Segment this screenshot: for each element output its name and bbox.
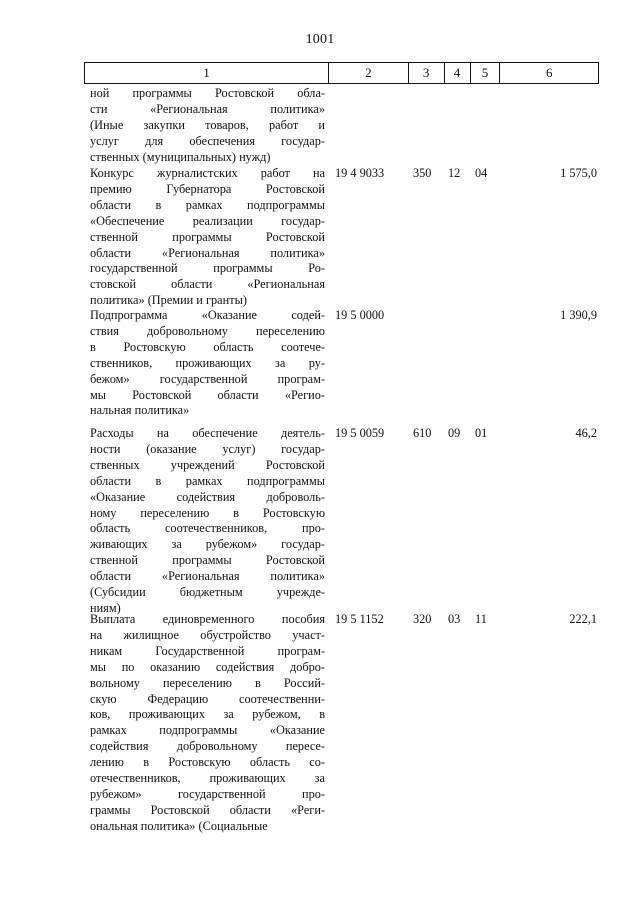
table-row xyxy=(84,426,599,615)
description-line: бежом» государственной програм- xyxy=(90,371,325,386)
row-expense-type: 350 xyxy=(413,166,432,180)
row-expense-type: 320 xyxy=(413,612,432,626)
description-line: области «Региональная политика» xyxy=(90,245,325,260)
description-line: «Оказание содействия доброволь- xyxy=(90,489,325,504)
description-line: рамках подпрограммы «Оказание xyxy=(90,723,325,738)
description-line: рубежом» государственной про- xyxy=(90,786,325,801)
description-line: в Ростовскую область соотече- xyxy=(90,339,325,354)
description-line: (Иные закупки товаров, работ и xyxy=(90,117,325,132)
row-section: 03 xyxy=(448,612,461,626)
description-line: ственных (муниципальных) нужд) xyxy=(90,149,271,164)
row-expense-type: 610 xyxy=(413,426,432,440)
description-line: живающих за рубежом» государ- xyxy=(90,537,325,552)
table-row xyxy=(84,308,599,416)
description-line: содействия добровольному пересе- xyxy=(90,739,325,754)
description-line: ному переселению в Ростовскую xyxy=(90,505,325,520)
description-line: государственной программы Ро- xyxy=(90,261,325,276)
row-amount: 1 575,0 xyxy=(560,166,597,180)
table-row xyxy=(84,166,599,308)
row-description xyxy=(84,612,329,835)
table-row xyxy=(84,86,599,162)
description-line: (Субсидии бюджетным учрежде- xyxy=(90,585,325,600)
description-line: ственной программы Ростовской xyxy=(90,229,325,244)
header-col-4: 4 xyxy=(445,63,471,83)
description-line: Конкурс журналистских работ на xyxy=(90,166,325,180)
row-amount: 46,2 xyxy=(575,426,597,440)
description-line: граммы Ростовской области «Реги- xyxy=(90,802,325,817)
description-line: Выплата единовременного пособия xyxy=(90,612,325,626)
header-col-1: 1 xyxy=(85,63,329,83)
description-line: мы Ростовской области «Регио- xyxy=(90,387,325,402)
description-line: ственной программы Ростовской xyxy=(90,553,325,568)
row-target-code: 19 5 0059 xyxy=(335,426,385,440)
row-description xyxy=(84,166,329,309)
description-line: ональная политика» (Социальные xyxy=(90,818,268,833)
description-line: премию Губернатора Ростовской xyxy=(90,181,325,196)
row-target-code: 19 4 9033 xyxy=(335,166,385,180)
description-line: мы по оказанию содействия добро- xyxy=(90,659,325,674)
table-header xyxy=(84,62,599,84)
row-section: 09 xyxy=(448,426,461,440)
description-line: Подпрограмма «Оказание содей- xyxy=(90,308,325,322)
row-subsection: 11 xyxy=(475,612,487,626)
description-line: области в рамках подпрограммы xyxy=(90,197,325,212)
description-line: ственных учреждений Ростовской xyxy=(90,457,325,472)
description-line: на жилищное обустройство участ- xyxy=(90,627,325,642)
page-number: 1001 xyxy=(305,32,335,47)
description-line: ков, проживающих за рубежом, в xyxy=(90,707,325,722)
header-col-6: 6 xyxy=(545,65,553,80)
description-line: Расходы на обеспечение деятель- xyxy=(90,426,325,440)
description-line: стовской области «Региональная xyxy=(90,277,325,292)
row-subsection: 01 xyxy=(475,426,488,440)
description-line: скую Федерацию соотечественни- xyxy=(90,691,325,706)
description-line: никам Государственной програм- xyxy=(90,643,325,658)
description-line: сти «Региональная политика» xyxy=(90,101,325,116)
row-description xyxy=(84,426,329,617)
row-target-code: 19 5 0000 xyxy=(335,308,385,322)
description-line: отечественников, проживающих за xyxy=(90,771,325,786)
header-col-5: 5 xyxy=(471,63,501,83)
description-line: ственников, проживающих за ру- xyxy=(90,355,325,370)
description-line: ной программы Ростовской обла- xyxy=(90,86,325,100)
table-row xyxy=(84,612,599,852)
header-col-2: 2 xyxy=(329,63,409,83)
header-col-3: 3 xyxy=(409,63,445,83)
description-line: ности (оказание услуг) государ- xyxy=(90,441,325,456)
row-amount: 1 390,9 xyxy=(560,308,597,322)
description-line: «Обеспечение реализации государ- xyxy=(90,213,325,228)
description-line: вольному переселению в Россий- xyxy=(90,675,325,690)
description-line: политика» (Премии и гранты) xyxy=(90,293,247,308)
table-body xyxy=(84,86,599,852)
row-amount: 222,1 xyxy=(569,612,597,626)
row-subsection: 04 xyxy=(475,166,488,180)
description-line: лению в Ростовскую область со- xyxy=(90,755,325,770)
description-line: области «Региональная политика» xyxy=(90,569,325,584)
description-line: услуг для обеспечения государ- xyxy=(90,133,325,148)
description-line: ствия добровольному переселению xyxy=(90,323,325,338)
row-target-code: 19 5 1152 xyxy=(335,612,384,626)
row-description xyxy=(84,86,329,166)
description-line: ниям) xyxy=(90,600,121,615)
description-line: области в рамках подпрограммы xyxy=(90,473,325,488)
description-line: область соотечественников, про- xyxy=(90,521,325,536)
row-description xyxy=(84,308,329,419)
row-section: 12 xyxy=(448,166,461,180)
description-line: нальная политика» xyxy=(90,403,190,418)
